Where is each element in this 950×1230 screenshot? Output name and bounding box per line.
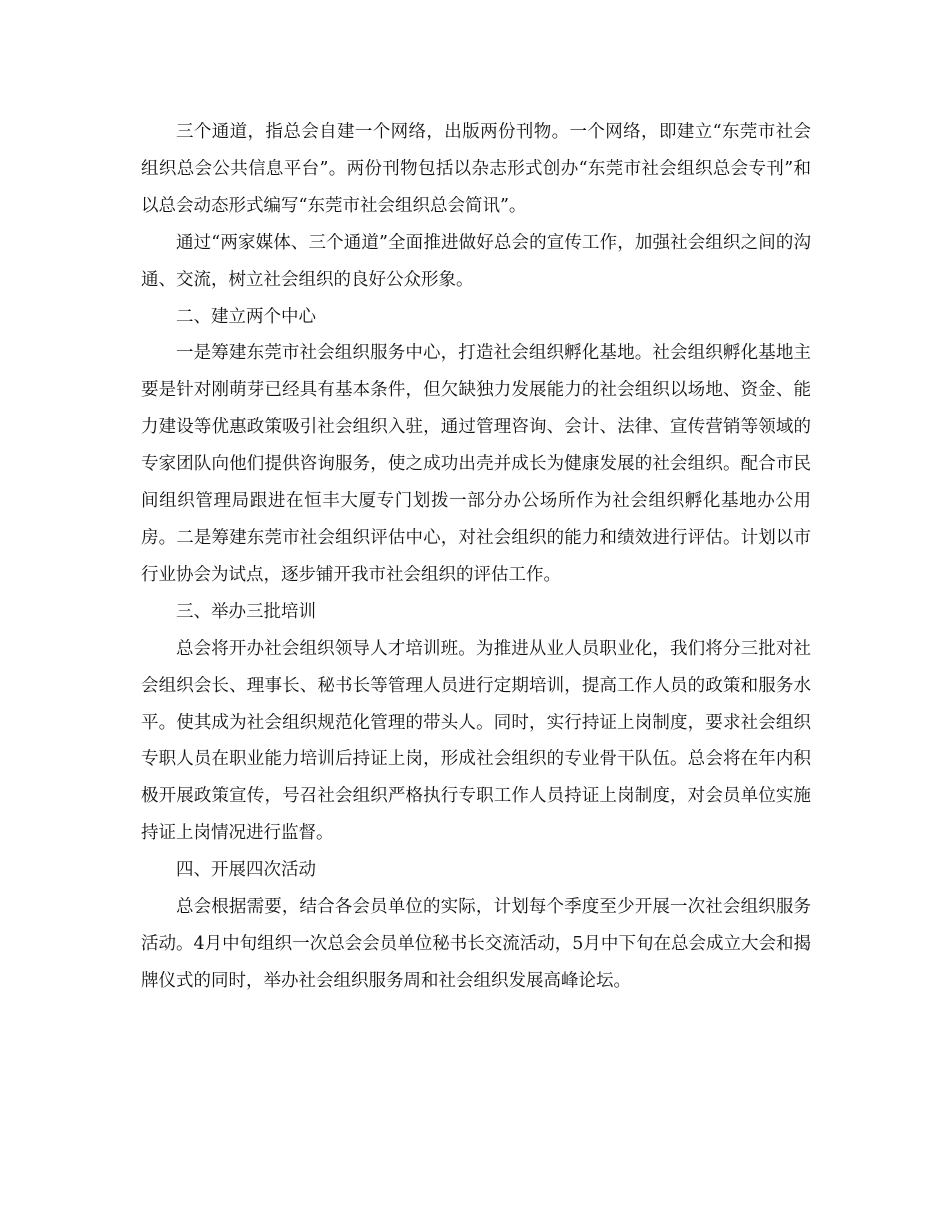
section-heading-three-trainings: 三、举办三批培训 bbox=[176, 601, 316, 622]
section-heading-two-centers: 二、建立两个中心 bbox=[176, 306, 316, 327]
paragraph-three-channels: 三个通道，指总会自建一个网络，出版两份刊物。一个网络，即建立“东莞市社会组织总会公共信息平台”。两份刊物包括以杂志形式创办“东莞市社会组织总会专刊”和以总会动态形式编写“东莞市社会组织总会简讯”。 bbox=[141, 122, 811, 216]
paragraph-four-activities: 总会根据需要，结合各会员单位的实际，计划每个季度至少开展一次社会组织服务活动。4月中旬组织一次总会会员单位秘书长交流活动，5月中下旬在总会成立大会和揭牌仪式的同时，举办社会组织服务周和社会组织发展高峰论坛。 bbox=[141, 897, 811, 991]
section-heading-four-activities: 四、开展四次活动 bbox=[176, 860, 316, 881]
paragraph-three-trainings: 总会将开办社会组织领导人才培训班。为推进从业人员职业化，我们将分三批对社会组织会长、理事长、秘书长等管理人员进行定期培训，提高工作人员的政策和服务水平。使其成为社会组织规范化管理的带头人。同时，实行持证上岗制度，要求社会组织专职人员在职业能力培训后持证上岗，形成社会组织的专业骨干队伍。总会将在年内积极开展政策宣传，号召社会组织严格执行专职工作人员持证上岗制度，对会员单位实施持证上岗情况进行监督。 bbox=[141, 638, 811, 844]
document-page bbox=[141, 114, 811, 1000]
paragraph-publicity: 通过“两家媒体、三个通道”全面推进做好总会的宣传工作，加强社会组织之间的沟通、交流，树立社会组织的良好公众形象。 bbox=[141, 232, 811, 290]
paragraph-two-centers: 一是筹建东莞市社会组织服务中心，打造社会组织孵化基地。社会组织孵化基地主要是针对刚萌芽已经具有基本条件，但欠缺独力发展能力的社会组织以场地、资金、能力建设等优惠政策吸引社会组织入驻，通过管理咨询、会计、法律、宣传营销等领域的专家团队向他们提供咨询服务，使之成功出壳并成长为健康发展的社会组织。配合市民间组织管理局跟进在恒丰大厦专门划拨一部分办公场所作为社会组织孵化基地办公用房。二是筹建东莞市社会组织评估中心，对社会组织的能力和绩效进行评估。计划以市行业协会为试点，逐步铺开我市社会组织的评估工作。 bbox=[141, 343, 811, 585]
